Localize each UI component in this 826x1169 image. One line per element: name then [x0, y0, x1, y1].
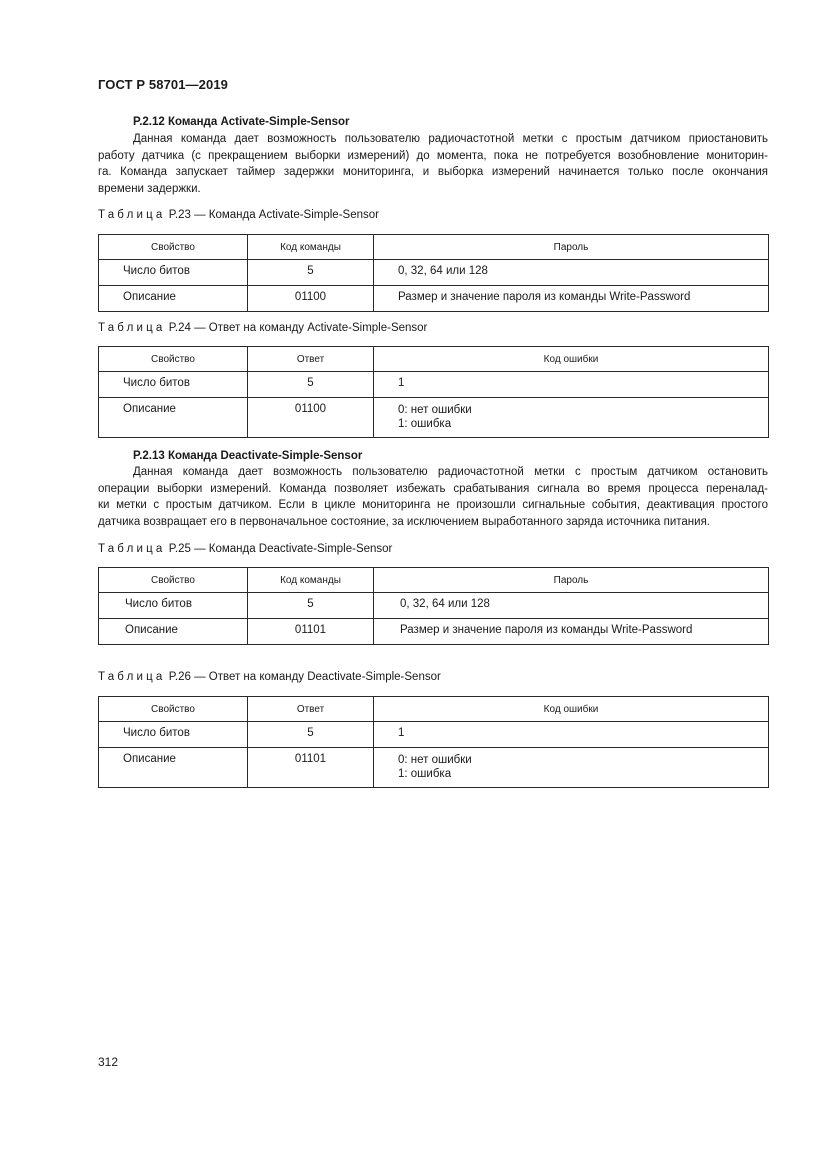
table-cell-line: 1: ошибка	[398, 768, 452, 780]
paragraph-line: Данная команда дает возможность пользователю радиочастотной метки с простым датчиком приостановить	[133, 133, 768, 145]
table-caption-p24	[98, 322, 427, 334]
table-header-cell: Пароль	[374, 235, 769, 260]
table-p26	[98, 696, 769, 788]
table-header-row	[99, 235, 769, 260]
table-cell: Описание	[99, 286, 248, 312]
table-cell: 0, 32, 64 или 128	[374, 593, 769, 619]
table-cell	[374, 398, 769, 438]
table-cell: Описание	[99, 619, 248, 645]
table-caption-word: Таблица	[98, 209, 166, 221]
paragraph-line: времени задержки.	[98, 182, 201, 195]
table-header-row	[99, 697, 769, 722]
table-caption-p25	[98, 543, 392, 555]
section-title-p2-13: P.2.13 Команда Deactivate-Simple-Sensor	[133, 450, 363, 462]
table-cell: 1	[374, 372, 769, 398]
table-header-cell: Код ошибки	[374, 347, 769, 372]
table-row	[99, 398, 769, 438]
table-header-cell: Код команды	[248, 235, 374, 260]
table-row	[99, 260, 769, 286]
table-row	[99, 748, 769, 788]
table-cell: Размер и значение пароля из команды Write-Password	[374, 286, 769, 312]
paragraph-line: ки метки с простым датчиком. Если в цикле мониторинга не произошли сигнальные события, деактивация простого	[98, 499, 768, 511]
table-cell: 1	[374, 722, 769, 748]
section-title-p2-12: P.2.12 Команда Activate-Simple-Sensor	[133, 116, 350, 128]
table-header-cell: Код команды	[248, 568, 374, 593]
table-caption-text: P.23 — Команда Activate-Simple-Sensor	[165, 209, 379, 221]
table-cell: Описание	[99, 398, 248, 438]
paragraph-line: работу датчика (с прекращением выборки измерений) до момента, пока не потребуется возобновление мониторин-	[98, 149, 768, 162]
table-header-cell: Свойство	[99, 697, 248, 722]
table-header-cell: Свойство	[99, 235, 248, 260]
table-caption-word: Таблица	[98, 671, 166, 683]
table-p24	[98, 346, 769, 438]
section-paragraph-p2-12	[98, 131, 768, 197]
table-cell: 5	[248, 372, 374, 398]
table-row	[99, 593, 769, 619]
table-caption-text: P.24 — Ответ на команду Activate-Simple-Sensor	[165, 322, 428, 334]
table-caption-word: Таблица	[98, 543, 166, 555]
table-row	[99, 722, 769, 748]
table-row	[99, 619, 769, 645]
table-caption-text: P.25 — Команда Deactivate-Simple-Sensor	[165, 543, 393, 555]
table-cell: 5	[248, 722, 374, 748]
table-cell: 5	[248, 593, 374, 619]
table-cell: 01100	[248, 398, 374, 438]
table-cell: 01100	[248, 286, 374, 312]
table-row	[99, 286, 769, 312]
table-header-cell: Ответ	[248, 697, 374, 722]
table-cell: 01101	[248, 748, 374, 788]
table-cell: 0, 32, 64 или 128	[374, 260, 769, 286]
paragraph-line: га. Команда запускает таймер задержки мониторинга, и выборка измерений начинается только после окончания	[98, 166, 768, 178]
table-cell: Размер и значение пароля из команды Write-Password	[374, 619, 769, 645]
table-cell	[374, 748, 769, 788]
table-cell: Число битов	[99, 372, 248, 398]
table-header-cell: Ответ	[248, 347, 374, 372]
table-caption-word: Таблица	[98, 322, 166, 334]
table-caption-p26	[98, 671, 441, 683]
table-cell: Число битов	[99, 593, 248, 619]
page-number: 312	[98, 1055, 119, 1069]
table-header-row	[99, 568, 769, 593]
table-cell: 01101	[248, 619, 374, 645]
table-cell: 5	[248, 260, 374, 286]
table-cell-line: 1: ошибка	[398, 418, 452, 430]
table-header-cell: Пароль	[374, 568, 769, 593]
table-header-cell: Код ошибки	[374, 697, 769, 722]
section-paragraph-p2-13	[98, 464, 768, 530]
table-cell: Число битов	[99, 260, 248, 286]
paragraph-line: Данная команда дает возможность пользователю радиочастотной метки с простым датчиком остановить	[133, 466, 768, 478]
table-cell: Число битов	[99, 722, 248, 748]
table-cell: Описание	[99, 748, 248, 788]
table-header-cell: Свойство	[99, 347, 248, 372]
table-cell-line: 0: нет ошибки	[398, 754, 472, 766]
table-header-row	[99, 347, 769, 372]
paragraph-line: операции выборки измерений. Команда позволяет избежать срабатывания сигнала во время процесса переналад-	[98, 482, 768, 495]
document-header: ГОСТ Р 58701—2019	[98, 77, 228, 92]
table-p23	[98, 234, 769, 312]
table-caption-text: P.26 — Ответ на команду Deactivate-Simple-Sensor	[165, 671, 441, 683]
table-caption-p23	[98, 209, 379, 221]
table-row	[99, 372, 769, 398]
paragraph-line: датчика возвращает его в первоначальное состояние, за исключением выработанного заряда источника питания.	[98, 515, 710, 528]
table-p25	[98, 567, 769, 645]
table-header-cell: Свойство	[99, 568, 248, 593]
table-cell-line: 0: нет ошибки	[398, 404, 472, 416]
